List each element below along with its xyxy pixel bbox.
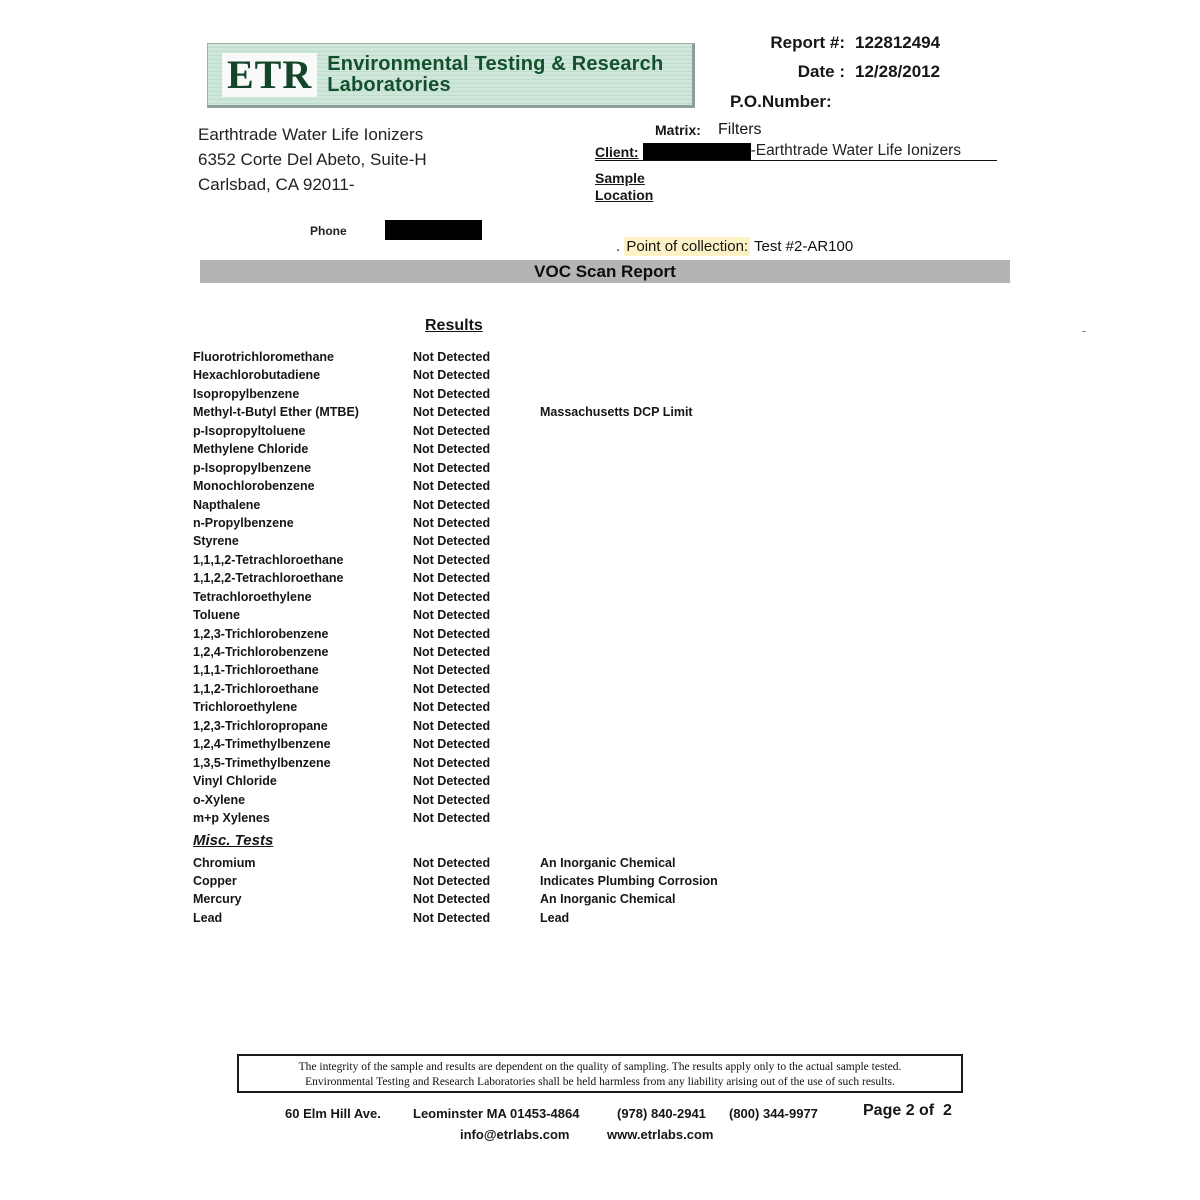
footer-city-zip: Leominster MA 01453-4864 bbox=[413, 1106, 580, 1121]
analyte-name: Mercury bbox=[193, 892, 242, 907]
analyte-name: Tetrachloroethylene bbox=[193, 589, 312, 604]
logo-name-line2: Laboratories bbox=[327, 73, 451, 96]
analyte-name: n-Propylbenzene bbox=[193, 515, 294, 530]
table-row bbox=[193, 892, 1013, 910]
analyte-name: p-Isopropylbenzene bbox=[193, 460, 312, 475]
table-row bbox=[193, 719, 1013, 737]
table-row bbox=[193, 571, 1013, 589]
date-label: Date : bbox=[797, 62, 845, 81]
result-value: Not Detected bbox=[413, 663, 491, 678]
disclaimer-line2: Environmental Testing and Research Laboratories shall be held harmless from any liability arising out of the use of such results. bbox=[305, 1076, 895, 1088]
result-value: Not Detected bbox=[413, 442, 491, 457]
table-row bbox=[193, 424, 1013, 442]
analyte-name: Napthalene bbox=[193, 497, 261, 512]
result-note: An Inorganic Chemical bbox=[540, 892, 676, 907]
table-row bbox=[193, 553, 1013, 571]
matrix-label: Matrix: bbox=[655, 122, 701, 138]
table-row bbox=[193, 516, 1013, 534]
analyte-name: Lead bbox=[193, 910, 223, 925]
result-value: Not Detected bbox=[413, 552, 491, 567]
analyte-name: Styrene bbox=[193, 534, 239, 549]
table-row bbox=[193, 590, 1013, 608]
sample-location-label bbox=[595, 170, 653, 204]
phone-label: Phone bbox=[310, 224, 347, 238]
analyte-name: 1,2,4-Trichlorobenzene bbox=[193, 645, 329, 659]
collection-prefix: . bbox=[616, 238, 625, 255]
table-row bbox=[193, 756, 1013, 774]
result-value: Not Detected bbox=[413, 515, 491, 530]
result-value: Not Detected bbox=[413, 718, 491, 733]
result-value: Not Detected bbox=[413, 534, 491, 549]
client-value: -Earthtrade Water Life Ionizers bbox=[750, 142, 962, 159]
misc-tests-table bbox=[193, 856, 1013, 929]
sample-location-line1: Sample bbox=[595, 170, 645, 186]
disclaimer-line1: The integrity of the sample and results are dependent on the quality of sampling. The results apply only to the actual sample tested. bbox=[298, 1061, 902, 1073]
matrix-value: Filters bbox=[718, 121, 762, 138]
page-indicator: Page 2 of 2 bbox=[863, 1102, 952, 1119]
po-number-label: P.O.Number: bbox=[730, 92, 832, 111]
analyte-name: Methyl-t-Butyl Ether (MTBE) bbox=[193, 405, 359, 420]
result-value: Not Detected bbox=[413, 681, 491, 696]
result-value: Not Detected bbox=[413, 626, 491, 641]
result-note: Indicates Plumbing Corrosion bbox=[540, 874, 718, 889]
footer-street: 60 Elm Hill Ave. bbox=[285, 1106, 381, 1121]
table-row bbox=[193, 793, 1013, 811]
analyte-name: 1,1,1,2-Tetrachloroethane bbox=[193, 552, 344, 567]
table-row bbox=[193, 608, 1013, 626]
table-row bbox=[193, 350, 1013, 368]
result-value: Not Detected bbox=[413, 479, 491, 494]
client-line bbox=[595, 141, 997, 161]
result-value: Not Detected bbox=[413, 910, 491, 925]
table-row bbox=[193, 368, 1013, 386]
logo-name-line1: Environmental Testing & Research bbox=[327, 52, 664, 75]
table-row bbox=[193, 663, 1013, 681]
table-row bbox=[193, 874, 1013, 892]
table-row bbox=[193, 774, 1013, 792]
analyte-name: o-Xylene bbox=[193, 792, 246, 807]
result-value: Not Detected bbox=[413, 645, 491, 659]
stray-scan-mark: - bbox=[1082, 323, 1087, 338]
client-label: Client: bbox=[595, 144, 639, 160]
result-value: Not Detected bbox=[413, 810, 491, 825]
client-city: Carlsbad, CA 92011- bbox=[198, 175, 355, 194]
result-note: Lead bbox=[540, 910, 570, 925]
analyte-name: 1,2,3-Trichlorobenzene bbox=[193, 626, 329, 641]
result-value: Not Detected bbox=[413, 460, 491, 475]
disclaimer-box bbox=[237, 1054, 963, 1093]
analyte-name: Copper bbox=[193, 874, 237, 889]
result-value: Not Detected bbox=[413, 874, 491, 889]
etr-logo-name bbox=[327, 54, 663, 96]
result-value: Not Detected bbox=[413, 589, 491, 604]
table-row bbox=[193, 442, 1013, 460]
table-row bbox=[193, 498, 1013, 516]
client-address-block bbox=[198, 122, 427, 197]
table-row bbox=[193, 700, 1013, 718]
table-row bbox=[193, 534, 1013, 552]
result-value: Not Detected bbox=[413, 737, 491, 752]
footer-phone-1: (978) 840-2941 bbox=[617, 1106, 706, 1121]
analyte-name: 1,3,5-Trimethylbenzene bbox=[193, 755, 331, 770]
analyte-name: p-Isopropyltoluene bbox=[193, 423, 306, 438]
result-value: Not Detected bbox=[413, 892, 491, 907]
result-value: Not Detected bbox=[413, 774, 491, 789]
result-value: Not Detected bbox=[413, 856, 491, 870]
result-value: Not Detected bbox=[413, 350, 491, 364]
table-row bbox=[193, 627, 1013, 645]
collection-value: Test #2-AR100 bbox=[750, 238, 854, 255]
analyte-name: 1,1,2-Trichloroethane bbox=[193, 681, 319, 696]
analyte-name: Methylene Chloride bbox=[193, 442, 309, 457]
phone-redaction-bar bbox=[385, 220, 482, 240]
analyte-name: 1,1,2,2-Tetrachloroethane bbox=[193, 571, 344, 586]
point-of-collection-line bbox=[616, 238, 853, 255]
analyte-name: m+p Xylenes bbox=[193, 810, 270, 825]
table-row bbox=[193, 856, 1013, 874]
client-street: 6352 Corte Del Abeto, Suite-H bbox=[198, 150, 427, 169]
results-header: Results bbox=[425, 317, 483, 334]
analyte-name: Toluene bbox=[193, 608, 240, 623]
analyte-name: 1,2,4-Trimethylbenzene bbox=[193, 737, 331, 752]
result-value: Not Detected bbox=[413, 571, 491, 586]
result-value: Not Detected bbox=[413, 755, 491, 770]
table-row bbox=[193, 479, 1013, 497]
table-row bbox=[193, 911, 1013, 929]
redaction-bar bbox=[643, 143, 751, 160]
table-row bbox=[193, 405, 1013, 423]
footer-website: www.etrlabs.com bbox=[607, 1127, 714, 1142]
etr-logo-abbr: ETR bbox=[222, 53, 317, 97]
analyte-name: Trichloroethylene bbox=[193, 700, 298, 715]
collection-label: Point of collection: bbox=[626, 238, 749, 255]
table-row bbox=[193, 682, 1013, 700]
client-name: Earthtrade Water Life Ionizers bbox=[198, 125, 424, 144]
voc-report-title-bar bbox=[200, 260, 1010, 283]
date-value: 12/28/2012 bbox=[855, 62, 941, 81]
analyte-name: 1,1,1-Trichloroethane bbox=[193, 663, 319, 678]
misc-tests-header: Misc. Tests bbox=[193, 832, 274, 849]
result-value: Not Detected bbox=[413, 423, 491, 438]
table-row bbox=[193, 461, 1013, 479]
table-row bbox=[193, 645, 1013, 663]
etr-logo bbox=[207, 43, 695, 108]
sample-location-line2: Location bbox=[595, 187, 654, 203]
table-row bbox=[193, 737, 1013, 755]
analyte-name: Chromium bbox=[193, 856, 256, 870]
analyte-name: Isopropylbenzene bbox=[193, 386, 300, 401]
result-value: Not Detected bbox=[413, 497, 491, 512]
report-number-label: Report #: bbox=[770, 33, 845, 52]
result-note: Massachusetts DCP Limit bbox=[540, 405, 693, 420]
result-value: Not Detected bbox=[413, 700, 491, 715]
result-value: Not Detected bbox=[413, 386, 491, 401]
footer-email: info@etrlabs.com bbox=[460, 1127, 570, 1142]
analyte-name: Vinyl Chloride bbox=[193, 774, 277, 789]
result-note: An Inorganic Chemical bbox=[540, 856, 676, 870]
result-value: Not Detected bbox=[413, 405, 491, 420]
results-table bbox=[193, 350, 1013, 829]
analyte-name: Hexachlorobutadiene bbox=[193, 368, 321, 383]
result-value: Not Detected bbox=[413, 608, 491, 623]
table-row bbox=[193, 811, 1013, 829]
report-number-value: 122812494 bbox=[855, 33, 941, 52]
result-value: Not Detected bbox=[413, 792, 491, 807]
analyte-name: Monochlorobenzene bbox=[193, 479, 315, 494]
analyte-name: 1,2,3-Trichloropropane bbox=[193, 718, 328, 733]
table-row bbox=[193, 387, 1013, 405]
footer-phone-2: (800) 344-9977 bbox=[729, 1106, 818, 1121]
result-value: Not Detected bbox=[413, 368, 491, 383]
voc-report-title: VOC Scan Report bbox=[534, 261, 676, 281]
analyte-name: Fluorotrichloromethane bbox=[193, 350, 334, 364]
